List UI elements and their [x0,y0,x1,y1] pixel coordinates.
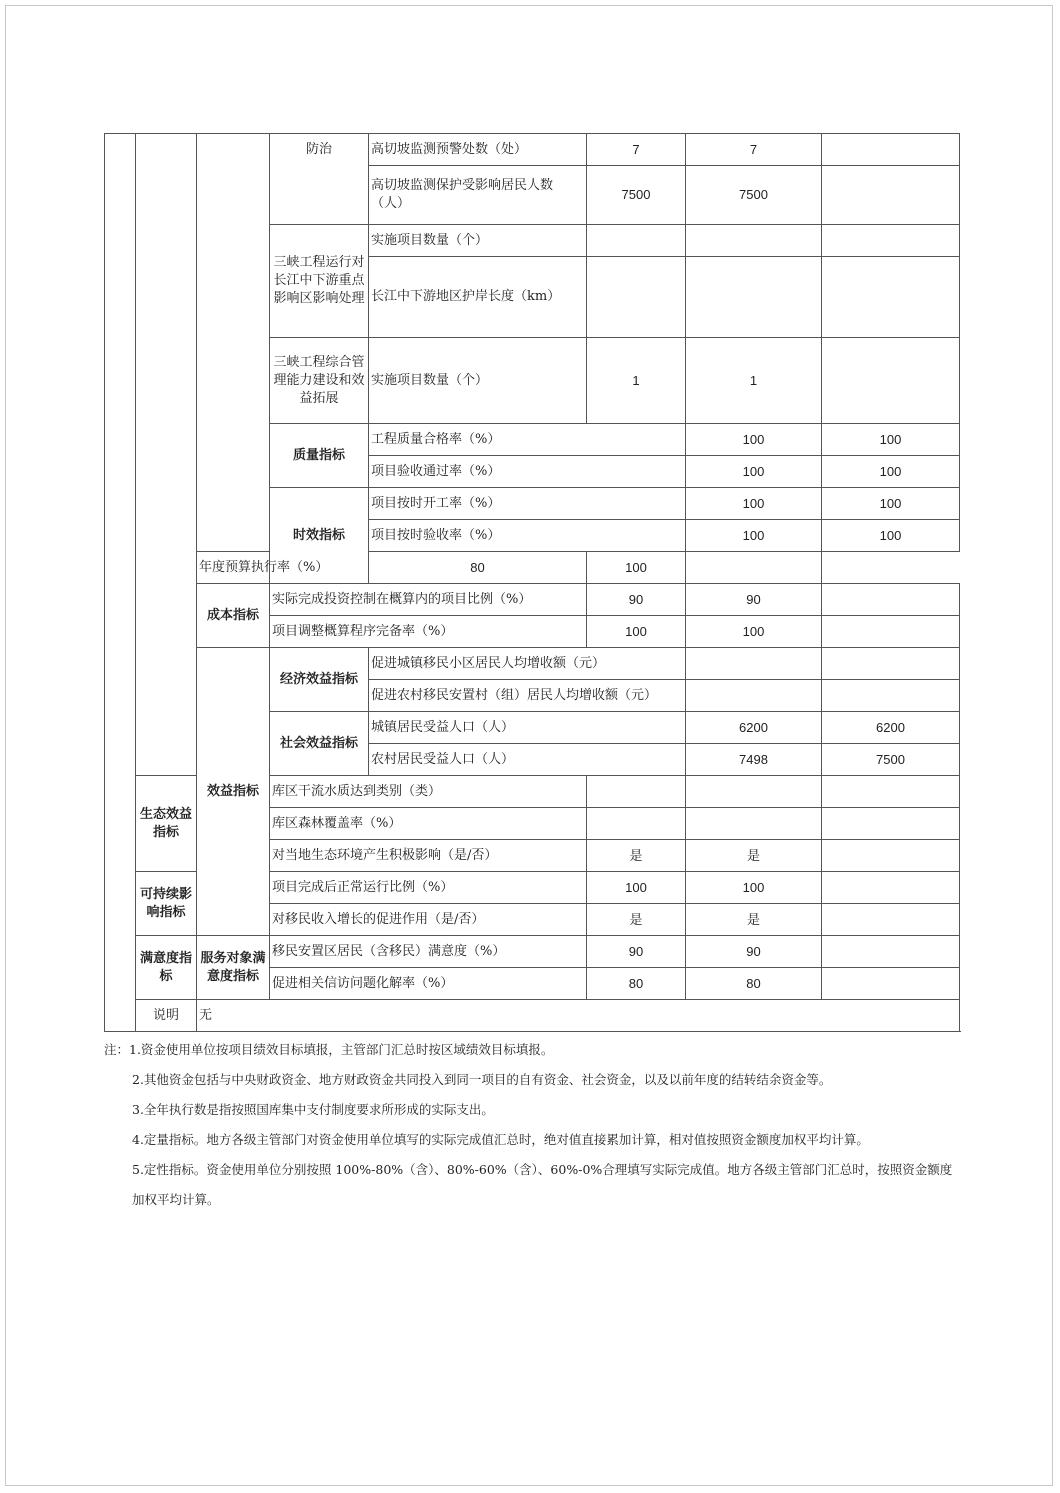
note-row [105,1000,960,1032]
actual-value: 6200 [822,712,960,744]
actual-value [822,680,960,712]
remark-cell [822,338,960,424]
indicator-name: 促进相关信访问题化解率（%） [270,968,587,1000]
cat2-cell: 可持续影响指标 [136,872,197,936]
remark-cell [822,225,960,257]
cat2-cell: 成本指标 [197,584,270,648]
actual-value [686,257,822,338]
indicator-name: 农村居民受益人口（人） [369,744,686,776]
remark-cell [822,808,960,840]
footnote-3: 3.全年执行数是指按照国库集中支付制度要求所形成的实际支出。 [132,1102,494,1117]
actual-value: 100 [822,424,960,456]
indicator-name: 对当地生态环境产生积极影响（是/否） [270,840,587,872]
indicator-name: 项目调整概算程序完备率（%） [270,616,587,648]
remark-cell [822,584,960,616]
table-row [105,936,960,968]
indicator-name: 年度预算执行率（%） [197,552,369,584]
footnote-2: 2.其他资金包括与中央财政资金、地方财政资金共同投入到同一项目的自有资金、社会资金，以及以前年度的结转结余资金等。 [132,1072,832,1087]
target-value: 是 [587,840,686,872]
target-value: 80 [369,552,587,584]
target-value: 100 [686,456,822,488]
cat1-cell: 效益指标 [197,648,270,936]
note-value: 无 [197,1000,960,1032]
table-row [105,584,960,616]
indicator-name: 促进农村移民安置村（组）居民人均增收额（元） [369,680,686,712]
col1-cell [105,134,136,1032]
indicator-name: 促进城镇移民小区居民人均增收额（元） [369,648,686,680]
actual-value [822,648,960,680]
indicator-name: 移民安置区居民（含移民）满意度（%） [270,936,587,968]
target-value [686,680,822,712]
indicator-name: 高切坡监测保护受影响居民人数（人） [369,166,587,225]
actual-value: 100 [686,616,822,648]
target-value: 100 [686,424,822,456]
remark-cell [822,872,960,904]
target-value: 7500 [587,166,686,225]
remark-cell [822,840,960,872]
target-value [587,225,686,257]
actual-value: 是 [686,904,822,936]
remark-cell [822,936,960,968]
cat2-cell: 社会效益指标 [270,712,369,776]
target-value [686,648,822,680]
sub-category: 三峡工程运行对长江中下游重点影响区影响处理 [270,225,369,338]
indicator-name: 高切坡监测预警处数（处） [369,134,587,166]
actual-value [686,225,822,257]
footnote-4: 4.定量指标。地方各级主管部门对资金使用单位填写的实际完成值汇总时，绝对值直接累加计算，相对值按照资金额度加权平均计算。 [132,1132,869,1147]
remark-cell [822,257,960,338]
target-value: 90 [587,584,686,616]
footnote-5: 5.定性指标。资金使用单位分别按照 100%-80%（含）、80%-60%（含）、60%-0%合理填写实际完成值。地方各级主管部门汇总时，按照资金额度加权平均计算。 [132,1162,953,1207]
indicator-name: 城镇居民受益人口（人） [369,712,686,744]
indicator-name: 实际完成投资控制在概算内的项目比例（%） [270,584,587,616]
actual-value: 是 [686,840,822,872]
indicator-name: 长江中下游地区护岸长度（km） [369,257,587,338]
indicator-name: 项目完成后正常运行比例（%） [270,872,587,904]
target-value: 7498 [686,744,822,776]
target-value [587,257,686,338]
sub-category: 防治 [270,134,369,225]
indicator-name: 实施项目数量（个） [369,338,587,424]
actual-value: 100 [686,872,822,904]
indicator-name: 对移民收入增长的促进作用（是/否） [270,904,587,936]
remark-cell [822,904,960,936]
target-value: 90 [587,936,686,968]
actual-value: 100 [822,520,960,552]
remark-cell [822,776,960,808]
target-value [587,808,686,840]
target-value: 100 [686,520,822,552]
remark-cell [686,552,822,584]
footnote-1: 注：1.资金使用单位按项目绩效目标填报，主管部门汇总时按区域绩效目标填报。 [104,1042,554,1057]
actual-value: 100 [587,552,686,584]
actual-value: 90 [686,936,822,968]
indicator-name: 实施项目数量（个） [369,225,587,257]
actual-value: 7500 [686,166,822,225]
actual-value [686,808,822,840]
actual-value: 7500 [822,744,960,776]
sub-category: 三峡工程综合管理能力建设和效益拓展 [270,338,369,424]
indicator-name: 工程质量合格率（%） [369,424,686,456]
remark-cell [822,968,960,1000]
actual-value [686,776,822,808]
indicator-name: 库区森林覆盖率（%） [270,808,587,840]
actual-value: 100 [822,488,960,520]
remark-cell [822,616,960,648]
target-value: 1 [587,338,686,424]
cat2-cell: 时效指标 [270,488,369,584]
indicator-name: 项目验收通过率（%） [369,456,686,488]
actual-value: 100 [822,456,960,488]
indicator-name: 项目按时验收率（%） [369,520,686,552]
target-value: 100 [587,616,686,648]
cat2-cell: 生态效益指标 [136,776,197,872]
remark-cell [822,166,960,225]
actual-value: 80 [686,968,822,1000]
performance-table [104,133,960,1032]
cat2-cell: 服务对象满意度指标 [197,936,270,1000]
cat1-cell-output [136,134,197,776]
table-row [105,648,960,680]
footnotes [104,1035,960,1215]
remark-cell [822,134,960,166]
target-value: 100 [686,488,822,520]
target-value: 80 [587,968,686,1000]
actual-value: 7 [686,134,822,166]
indicator-name: 库区干流水质达到类别（类） [270,776,587,808]
actual-value: 90 [686,584,822,616]
target-value: 100 [587,872,686,904]
target-value: 6200 [686,712,822,744]
cat1-cell: 满意度指标 [136,936,197,1000]
table-row [105,552,960,584]
indicator-name: 项目按时开工率（%） [369,488,686,520]
table-row [105,134,960,166]
cat2-cell-quantity [197,134,270,552]
actual-value: 1 [686,338,822,424]
cat2-cell: 经济效益指标 [270,648,369,712]
note-label: 说明 [136,1000,197,1032]
cat2-cell: 质量指标 [270,424,369,488]
target-value [587,776,686,808]
target-value: 是 [587,904,686,936]
target-value: 7 [587,134,686,166]
